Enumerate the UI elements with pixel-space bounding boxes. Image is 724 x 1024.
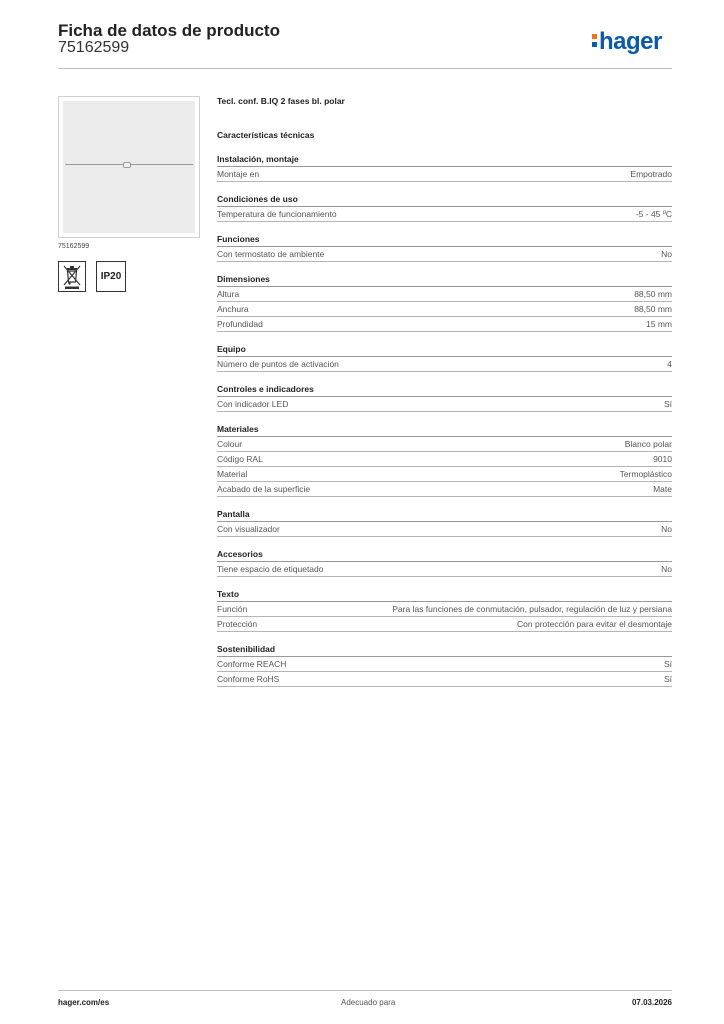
spec-row — [217, 397, 672, 412]
footer-divider — [58, 990, 672, 991]
spec-row — [217, 657, 672, 672]
spec-value: -5 - 45 ºC — [635, 209, 672, 219]
spec-groups — [217, 152, 672, 687]
spec-group-title: Condiciones de uso — [217, 192, 672, 207]
spec-row — [217, 247, 672, 262]
spec-group-title: Accesorios — [217, 547, 672, 562]
spec-group — [217, 507, 672, 537]
spec-group-title: Sostenibilidad — [217, 642, 672, 657]
ip-rating-badge: IP20 — [96, 261, 126, 292]
spec-value: Sí — [663, 399, 672, 409]
product-image — [58, 96, 200, 238]
spec-label: Con visualizador — [217, 524, 280, 534]
spec-value: No — [661, 249, 672, 259]
spec-label: Altura — [217, 289, 240, 299]
spec-group — [217, 547, 672, 577]
spec-group-title: Dimensiones — [217, 272, 672, 287]
spec-label: Acabado de la superficie — [217, 484, 311, 494]
spec-label: Protección — [217, 619, 258, 629]
spec-value: No — [661, 524, 672, 534]
spec-group-title: Materiales — [217, 422, 672, 437]
product-code: 75162599 — [58, 39, 130, 56]
spec-group-title: Pantalla — [217, 507, 672, 522]
spec-group — [217, 232, 672, 262]
spec-label: Conforme RoHS — [217, 674, 280, 684]
logo-text: hager — [599, 28, 662, 55]
spec-value: 88,50 mm — [634, 304, 672, 314]
spec-row — [217, 357, 672, 372]
spec-group — [217, 152, 672, 182]
spec-group — [217, 342, 672, 372]
spec-row — [217, 482, 672, 497]
spec-value: Para las funciones de conmutación, pulsador, regulación de luz y persiana — [392, 604, 672, 614]
spec-value: Termoplástico — [619, 469, 672, 479]
section-title: Características técnicas — [217, 130, 315, 140]
spec-group-title: Instalación, montaje — [217, 152, 672, 167]
spec-row — [217, 437, 672, 452]
spec-group — [217, 642, 672, 687]
spec-label: Conforme REACH — [217, 659, 287, 669]
spec-row — [217, 562, 672, 577]
spec-group — [217, 587, 672, 632]
spec-value: Mate — [653, 484, 672, 494]
spec-value: 15 mm — [646, 319, 672, 329]
spec-label: Temperatura de funcionamiento — [217, 209, 337, 219]
spec-value: Blanco polar — [624, 439, 672, 449]
footer-date: 07.03.2026 — [631, 998, 672, 1007]
spec-row — [217, 467, 672, 482]
spec-value: No — [661, 564, 672, 574]
spec-value: 88,50 mm — [634, 289, 672, 299]
spec-group — [217, 272, 672, 332]
spec-label: Tiene espacio de etiquetado — [217, 564, 324, 574]
spec-row — [217, 317, 672, 332]
spec-group — [217, 422, 672, 497]
footer-center-text: Adecuado para — [341, 998, 396, 1007]
hager-logo — [592, 28, 662, 56]
spec-label: Función — [217, 604, 248, 614]
spec-row — [217, 602, 672, 617]
crossed-out-wheelie-bin-icon — [58, 261, 86, 292]
image-caption: 75162599 — [58, 243, 90, 250]
spec-group — [217, 382, 672, 412]
spec-group-title: Controles e indicadores — [217, 382, 672, 397]
spec-group-title: Texto — [217, 587, 672, 602]
spec-row — [217, 672, 672, 687]
spec-label: Con indicador LED — [217, 399, 289, 409]
spec-value: 4 — [667, 359, 672, 369]
spec-value: Sí — [663, 674, 672, 684]
spec-label: Material — [217, 469, 248, 479]
spec-group-title: Funciones — [217, 232, 672, 247]
spec-label: Montaje en — [217, 169, 260, 179]
spec-label: Colour — [217, 439, 243, 449]
spec-label: Anchura — [217, 304, 249, 314]
spec-label: Código RAL — [217, 454, 263, 464]
logo-dots-icon — [592, 31, 598, 47]
spec-content — [217, 94, 672, 687]
footer-website: hager.com/es — [58, 998, 110, 1007]
spec-row — [217, 522, 672, 537]
spec-value: Con protección para evitar el desmontaje — [517, 619, 672, 629]
page-title: Ficha de datos de producto — [58, 21, 280, 40]
spec-row — [217, 287, 672, 302]
header-divider — [58, 68, 672, 69]
spec-group — [217, 192, 672, 222]
spec-label: Con termostato de ambiente — [217, 249, 325, 259]
spec-label: Profundidad — [217, 319, 263, 329]
spec-value: Sí — [663, 659, 672, 669]
spec-group-title: Equipo — [217, 342, 672, 357]
spec-row — [217, 207, 672, 222]
spec-row — [217, 302, 672, 317]
spec-row — [217, 452, 672, 467]
spec-value: Empotrado — [630, 169, 672, 179]
spec-label: Número de puntos de activación — [217, 359, 339, 369]
switch-led — [123, 162, 131, 168]
spec-row — [217, 167, 672, 182]
spec-row — [217, 617, 672, 632]
product-name: Tecl. conf. B.IQ 2 fases bl. polar — [217, 96, 345, 106]
spec-value: 9010 — [653, 454, 672, 464]
